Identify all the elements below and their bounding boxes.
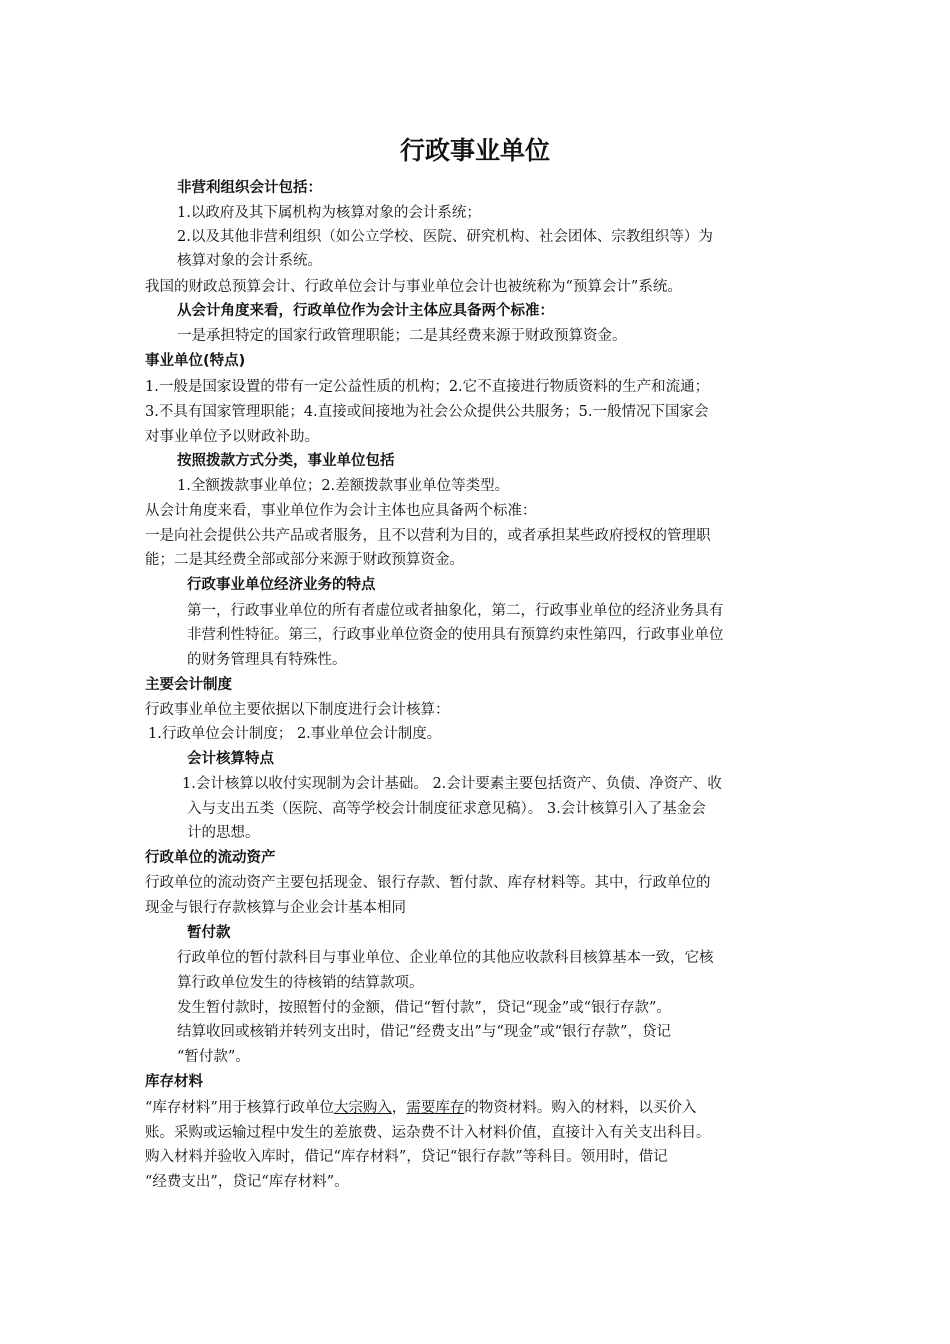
heading-accounting-features: 会计核算特点	[187, 751, 274, 767]
paragraph-line: 2.以及其他非营利组织（如公立学校、医院、研究机构、社会团体、宗教组织等）为	[177, 229, 713, 245]
paragraph-line	[145, 1097, 696, 1119]
paragraph-line: 算行政单位发生的待核销的结算款项。	[177, 975, 424, 991]
paragraph-line: 入与支出五类（医院、高等学校会计制度征求意见稿）。 3.会计核算引入了基金会	[187, 801, 706, 817]
heading-admin-unit-standards: 从会计角度来看，行政单位作为会计主体应具备两个标准：	[177, 303, 554, 319]
paragraph-line: 现金与银行存款核算与企业会计基本相同	[145, 900, 406, 916]
heading-current-assets: 行政单位的流动资产	[145, 850, 276, 866]
paragraph-line: 购入材料并验收入库时，借记“库存材料”，贷记“银行存款”等科目。领用时，借记	[145, 1149, 668, 1165]
heading-economic-features: 行政事业单位经济业务的特点	[187, 577, 376, 593]
paragraph-line: 对事业单位予以财政补助。	[145, 429, 319, 445]
paragraph-line: 结算收回或核销并转列支出时，借记“经费支出”与“现金”或“银行存款”，贷记	[177, 1024, 671, 1040]
paragraph-line: 的财务管理具有特殊性。	[187, 652, 347, 668]
paragraph-line: 3.不具有国家管理职能；4.直接或间接地为社会公众提供公共服务；5.一般情况下国家会	[145, 404, 709, 420]
paragraph-line: 行政单位的暂付款科目与事业单位、企业单位的其他应收款科目核算基本一致，它核	[177, 950, 714, 966]
underlined-term: 需要库存	[406, 1100, 465, 1116]
paragraph-line: 1.以政府及其下属机构为核算对象的会计系统；	[177, 205, 481, 221]
text-span: ，	[391, 1100, 407, 1116]
paragraph-line: “经费支出”，贷记“库存材料”。	[145, 1174, 349, 1190]
paragraph-line: 1.会计核算以收付实现制为会计基础。 2.会计要素主要包括资产、负债、净资产、收	[182, 776, 722, 792]
underlined-term: 大宗购入	[333, 1100, 392, 1116]
paragraph-line: 第一，行政事业单位的所有者虚位或者抽象化，第二，行政事业单位的经济业务具有	[187, 603, 724, 619]
heading-inventory-materials: 库存材料	[145, 1074, 203, 1090]
paragraph-line: 1.行政单位会计制度； 2.事业单位会计制度。	[148, 726, 442, 742]
paragraph-line: 一是承担特定的国家行政管理职能；二是其经费来源于财政预算资金。	[177, 328, 627, 344]
text-span: “库存材料”用于核算行政单位	[145, 1100, 334, 1116]
page-title: 行政事业单位	[399, 136, 550, 165]
paragraph-line: 核算对象的会计系统。	[177, 253, 322, 269]
text-span: 的物资材料。购入的材料，以买价入	[464, 1100, 697, 1116]
paragraph-line: 我国的财政总预算会计、行政单位会计与事业单位会计也被统称为“预算会计”系统。	[145, 279, 682, 295]
heading-advances: 暂付款	[187, 925, 231, 941]
paragraph-line: “暂付款”。	[177, 1049, 250, 1065]
heading-nonprofit-accounting: 非营利组织会计包括：	[177, 180, 322, 196]
paragraph-line: 账。采购或运输过程中发生的差旅费、运杂费不计入材料价值，直接计入有关支出科目。	[145, 1125, 711, 1141]
paragraph-line: 从会计角度来看，事业单位作为会计主体也应具备两个标准：	[145, 503, 537, 519]
paragraph-line: 计的思想。	[187, 825, 260, 841]
heading-funding-classification: 按照拨款方式分类，事业单位包括	[177, 453, 395, 469]
heading-main-accounting-systems: 主要会计制度	[145, 677, 232, 693]
paragraph-line: 行政单位的流动资产主要包括现金、银行存款、暂付款、库存材料等。其中，行政单位的	[145, 875, 711, 891]
paragraph-line: 1.一般是国家设置的带有一定公益性质的机构；2.它不直接进行物质资料的生产和流通；	[145, 379, 710, 395]
heading-public-institution-features: 事业单位(特点)	[145, 353, 246, 369]
paragraph-line: 行政事业单位主要依据以下制度进行会计核算：	[145, 702, 450, 718]
paragraph-line: 非营利性特征。第三，行政事业单位资金的使用具有预算约束性第四，行政事业单位	[187, 627, 724, 643]
paragraph-line: 能；二是其经费全部或部分来源于财政预算资金。	[145, 552, 464, 568]
paragraph-line: 一是向社会提供公共产品或者服务，且不以营利为目的，或者承担某些政府授权的管理职	[145, 528, 711, 544]
paragraph-line: 发生暂付款时，按照暂付的金额，借记“暂付款”，贷记“现金”或“银行存款”。	[177, 1000, 671, 1016]
paragraph-line: 1.全额拨款事业单位；2.差额拨款事业单位等类型。	[177, 478, 510, 494]
